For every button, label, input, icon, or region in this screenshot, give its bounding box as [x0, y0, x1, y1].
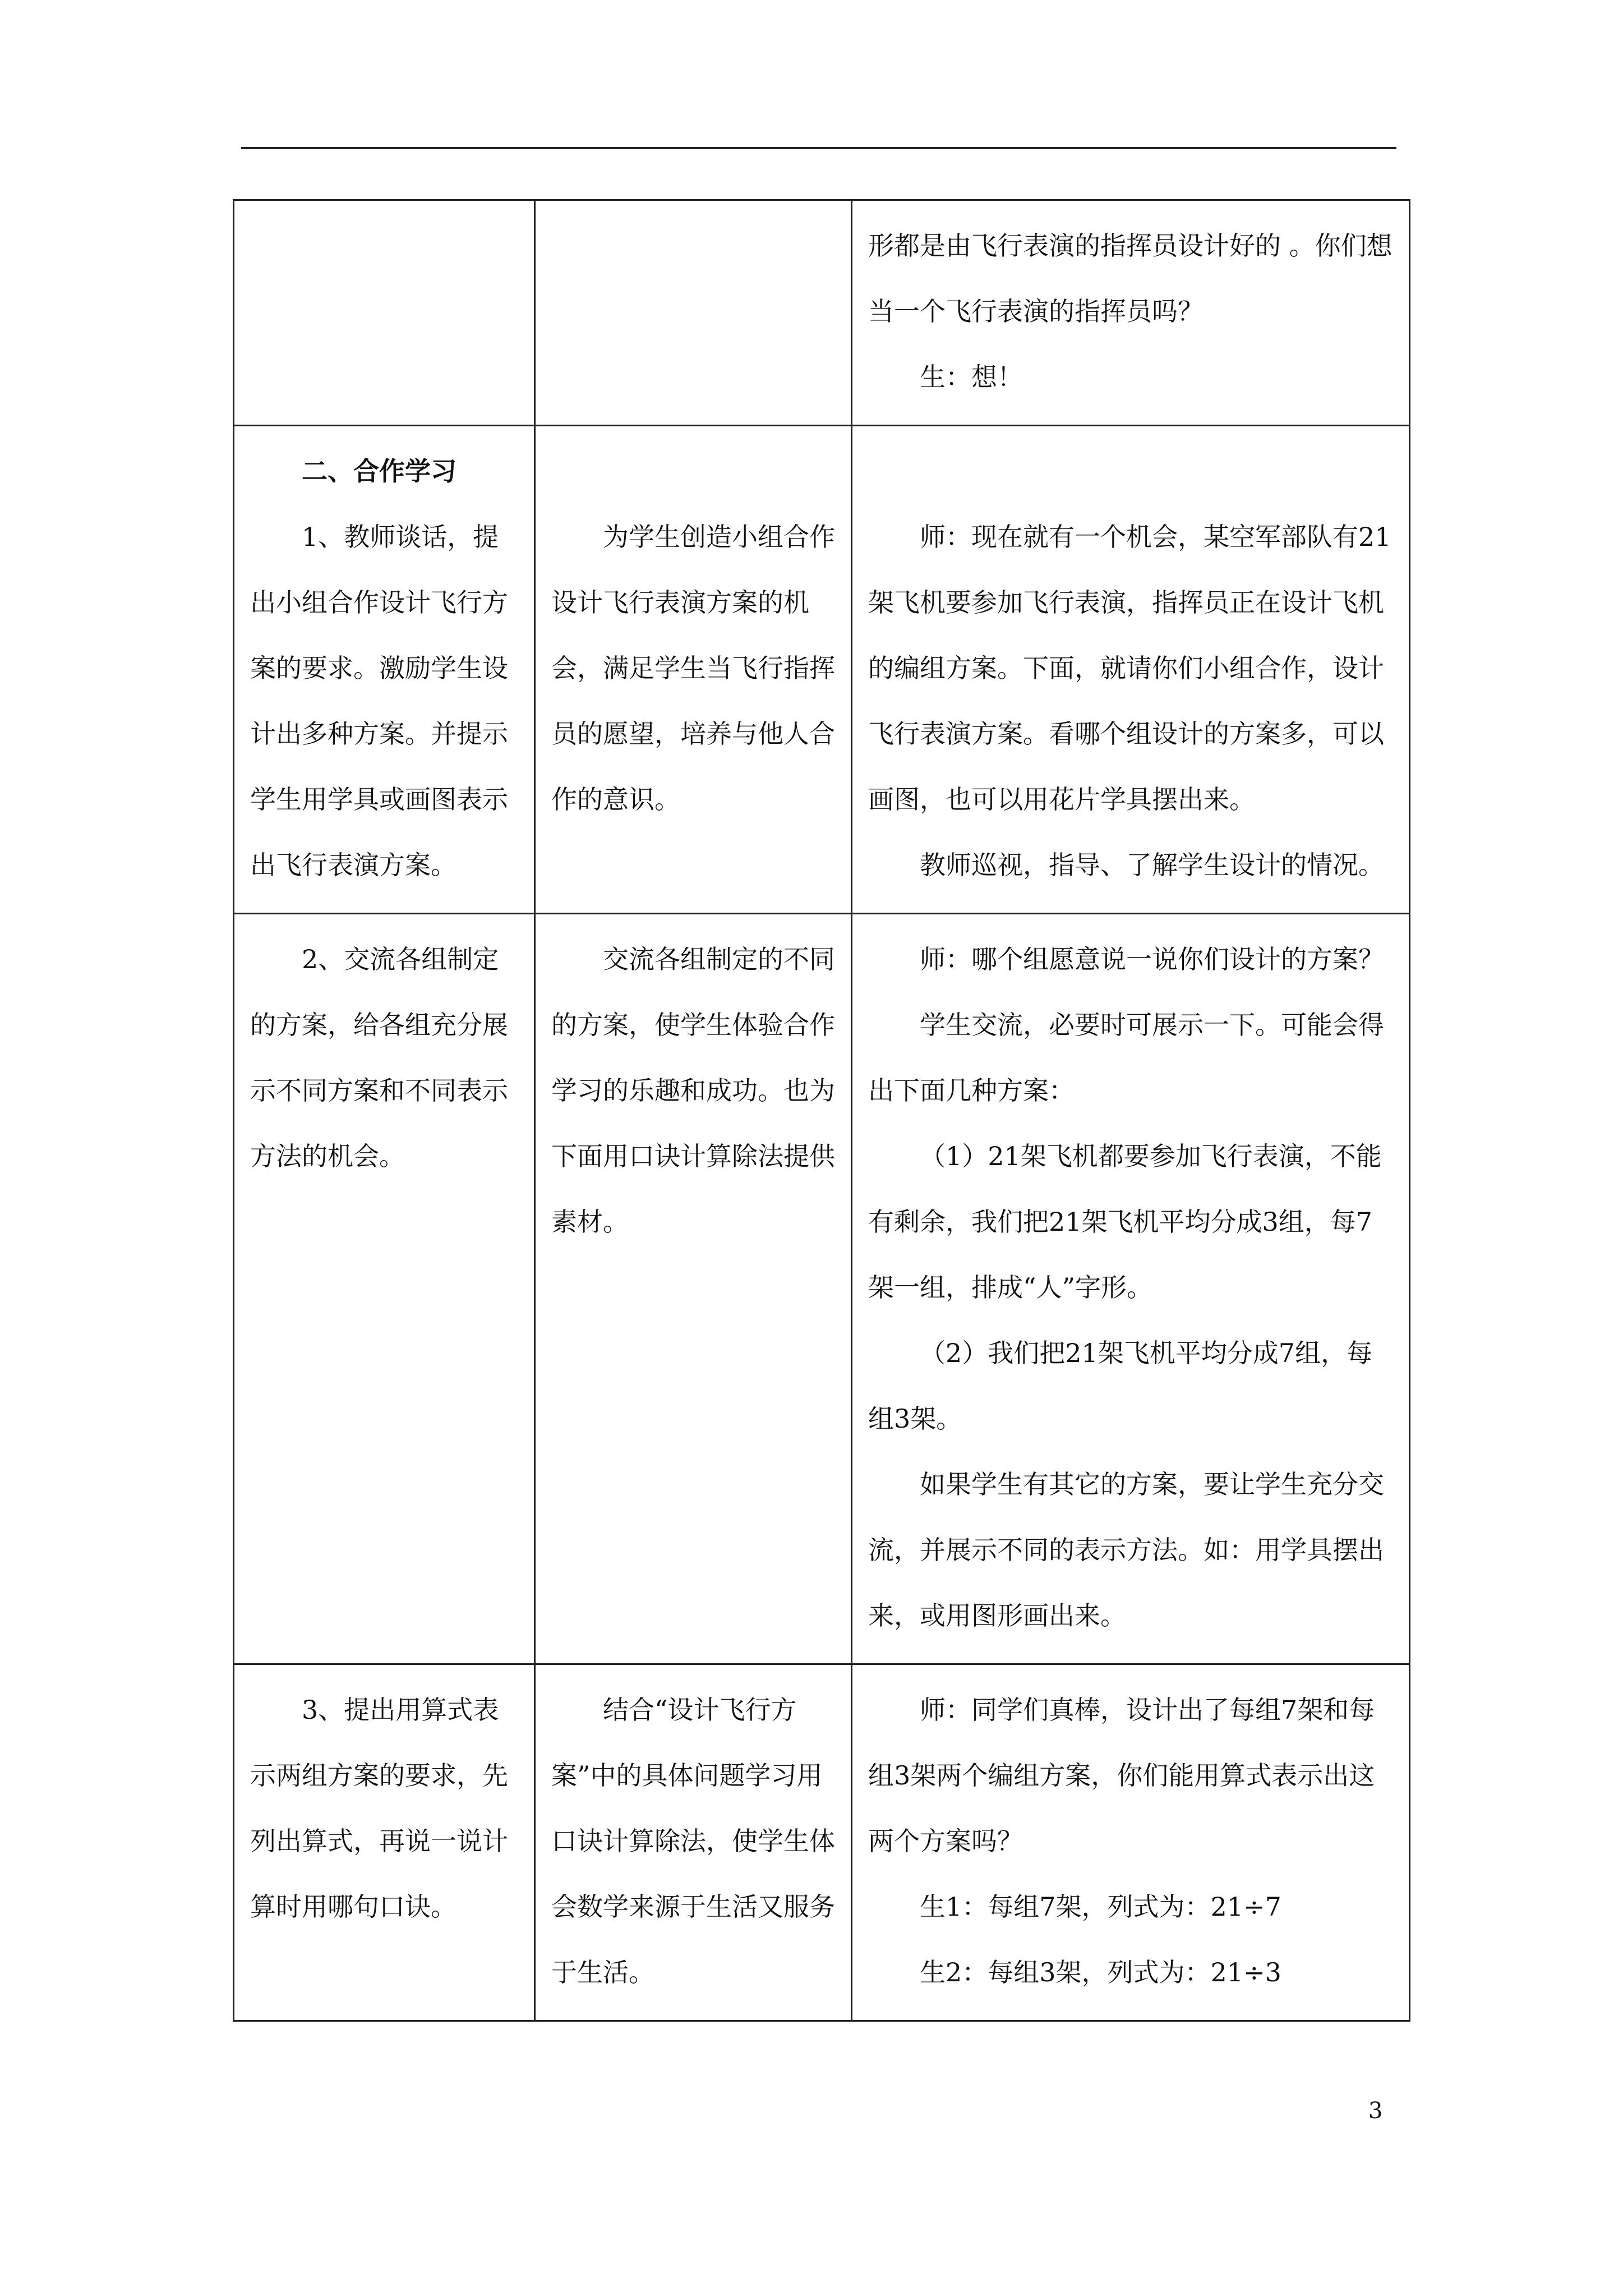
page-number: 3	[1368, 2098, 1383, 2124]
paragraph: 1、教师谈话，提出小组合作设计飞行方案的要求。激励学生设计出多种方案。并提示学生用学具或画图表示出飞行表演方案。	[250, 522, 508, 880]
paragraph: 为学生创造小组合作设计飞行表演方案的机会，满足学生当飞行指挥员的愿望，培养与他人合作的意识。	[551, 522, 835, 815]
table-row	[234, 1664, 1410, 2021]
paragraph: （2）我们把21架飞机平均分成7组，每组3架。	[868, 1338, 1373, 1434]
table-row	[234, 200, 1410, 426]
design-intent-cell	[535, 426, 852, 914]
paragraph: 生1：每组7架，列式为：21÷7	[920, 1892, 1281, 1922]
teaching-process-cell	[852, 200, 1410, 426]
header-rule	[241, 147, 1396, 149]
teaching-process-cell	[852, 426, 1410, 914]
teaching-step-cell	[234, 914, 535, 1664]
teaching-step-cell	[234, 200, 535, 426]
design-intent-cell	[535, 914, 852, 1664]
paragraph: 3、提出用算式表示两组方案的要求，先列出算式，再说一说计算时用哪句口诀。	[250, 1695, 508, 1922]
paragraph: 交流各组制定的不同的方案，使学生体验合作学习的乐趣和成功。也为下面用口诀计算除法提供素材。	[551, 944, 835, 1237]
teaching-step-cell	[234, 426, 535, 914]
paragraph: 师：哪个组愿意说一说你们设计的方案？	[920, 944, 1384, 974]
paragraph: 师：现在就有一个机会，某空军部队有21架飞机要参加飞行表演，指挥员正在设计飞机的编组方案。下面，就请你们小组合作，设计飞行表演方案。看哪个组设计的方案多，可以画图，也可以用花片学具摆出来。	[868, 522, 1391, 815]
paragraph: 结合“设计飞行方案”中的具体问题学习用口诀计算除法，使学生体会数学来源于生活又服务于生活。	[551, 1695, 835, 1987]
paragraph: 如果学生有其它的方案，要让学生充分交流，并展示不同的表示方法。如：用学具摆出来，或用图形画出来。	[868, 1469, 1384, 1631]
paragraph: 生2：每组3架，列式为：21÷3	[920, 1957, 1281, 1987]
table-row	[234, 914, 1410, 1664]
design-intent-cell	[535, 200, 852, 426]
paragraph: （1）21架飞机都要参加飞行表演，不能有剩余，我们把21架飞机平均分成3组，每7架一组，排成“人”字形。	[868, 1141, 1382, 1303]
paragraph: 教师巡视，指导、了解学生设计的情况。	[920, 850, 1384, 880]
paragraph: 师：同学们真棒，设计出了每组7架和每组3架两个编组方案，你们能用算式表示出这两个方案吗？	[868, 1695, 1375, 1856]
table-row	[234, 426, 1410, 914]
paragraph: 生：想！	[920, 362, 1023, 392]
paragraph: 形都是由飞行表演的指挥员设计好的 。你们想当一个飞行表演的指挥员吗？	[868, 231, 1393, 326]
design-intent-cell	[535, 1664, 852, 2021]
lesson-plan-table	[233, 199, 1410, 2022]
paragraph: 学生交流，必要时可展示一下。可能会得出下面几种方案：	[868, 1010, 1384, 1106]
teaching-process-cell	[852, 1664, 1410, 2021]
teaching-step-cell	[234, 1664, 535, 2021]
section-title: 二、合作学习	[302, 456, 457, 486]
teaching-process-cell	[852, 914, 1410, 1664]
paragraph: 2、交流各组制定的方案，给各组充分展示不同方案和不同表示方法的机会。	[250, 944, 508, 1171]
